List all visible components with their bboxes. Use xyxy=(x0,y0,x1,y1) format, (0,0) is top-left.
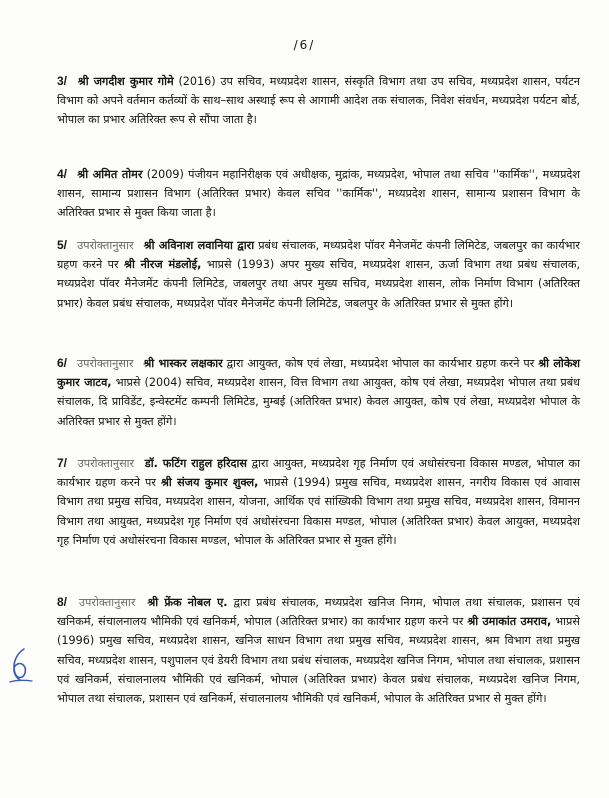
paragraph-number: 5/ xyxy=(57,238,68,252)
relieved-officer-name: श्री उमाकांत उमराव, xyxy=(467,615,552,629)
lead-word: उपरोक्तानुसार xyxy=(76,357,134,370)
paragraph-3 xyxy=(57,72,580,130)
paragraph-text: द्वारा आयुक्त, मध्यप्रदेश गृह निर्माण एवं अधोसंरचना विकास मण्डल, भोपाल का कार्यभार ग्रहण करने पर xyxy=(57,457,581,490)
initials-mark xyxy=(6,646,36,686)
officer-name: श्री जगदीश कुमार गोमे xyxy=(77,75,174,88)
officer-name: श्री भास्कर लक्षकार xyxy=(143,357,223,370)
officer-name: श्री फ्रेंक नोबल ए. xyxy=(147,596,228,609)
relieved-officer-name: श्री लोकेश कुमार जाटव, xyxy=(57,357,581,390)
officer-name: श्री अविनाश लवानिया द्वारा xyxy=(143,239,255,252)
paragraph-7 xyxy=(57,454,580,550)
relieved-officer-name: श्री नीरज मंडलोई, xyxy=(124,258,202,272)
paragraph-8 xyxy=(57,593,580,708)
paragraph-number: 4/ xyxy=(57,167,68,181)
paragraph-number: 6/ xyxy=(57,356,68,370)
paragraph-text-continued: भाप्रसे (2004) सचिव, मध्यप्रदेश शासन, वित्त विभाग तथा आयुक्त, कोष एवं लेखा, मध्यप्रदेश भोपाल तथा प्रबंध संचालक, दि प्राविडेंट, इन्वेस्टमेंट कम्पनी लिमिटेड, मुम्बई (अतिरिक्त प्रभार) केवल आयुक्त, कोष एवं लेखा, मध्यप्रदेश भोपाल के अतिरिक्त प्रभार से मुक्त होंगे। xyxy=(57,376,580,428)
paragraph-text: द्वारा आयुक्त, कोष एवं लेखा, मध्यप्रदेश भोपाल का कार्यभार ग्रहण करने पर xyxy=(226,357,535,370)
paragraph-text-continued: भाप्रसे (1994) प्रमुख सचिव, मध्यप्रदेश शासन, नगरीय विकास एवं आवास विभाग तथा प्रमुख सचिव, मध्यप्रदेश शासन, योजना, आर्थिक एवं सांख्यिकी विभाग तथा प्रमुख सचिव, मध्यप्रदेश शासन, विमानन विभाग तथा आयुक्त, मध्यप्रदेश गृह निर्माण एवं अधोसंरचना विकास मण्डल, भोपाल (अतिरिक्त प्रभार) केवल आयुक्त, मध्यप्रदेश गृह निर्माण एवं अधोसंरचना विकास मण्डल, भोपाल के अतिरिक्त प्रभार से मुक्त होंगे। xyxy=(57,476,581,547)
paragraph-number: 7/ xyxy=(57,456,68,470)
lead-word: उपरोक्तानुसार xyxy=(77,239,134,252)
paragraph-4 xyxy=(57,165,580,223)
relieved-officer-name: श्री संजय कुमार शुक्ल, xyxy=(160,476,259,490)
paragraph-5 xyxy=(57,236,580,313)
paragraph-number: 3/ xyxy=(57,74,68,88)
officer-name: डॉ. फटिंग राहुल हरिदास xyxy=(144,457,247,470)
page-number: /6/ xyxy=(293,38,316,52)
paragraph-text-continued: भाप्रसे (1996) प्रमुख सचिव, मध्यप्रदेश शासन, खनिज साधन विभाग तथा प्रमुख सचिव, मध्यप्रदेश शासन, श्रम विभाग तथा प्रमुख सचिव, मध्यप्रदेश शासन, पशुपालन एवं डेयरी विभाग तथा प्रबंध संचालक, मध्यप्रदेश खनिज निगम, भोपाल तथा संचालक, प्रशासन एवं खनिकर्म, संचालनालय भौमिकी एवं खनिकर्म, भोपाल (अतिरिक्त प्रभार) केवल प्रबंध संचालक, मध्यप्रदेश खनिज निगम, भोपाल तथा संचालक, प्रशासन एवं खनिकर्म, संचालनालय भौमिकी एवं खनिकर्म, भोपाल के अतिरिक्त प्रभार से मुक्त होंगे। xyxy=(57,615,580,706)
paragraph-number: 8/ xyxy=(57,595,68,609)
lead-word: उपरोक्तानुसार xyxy=(78,596,136,609)
officer-name: श्री अमित तोमर xyxy=(77,168,143,181)
lead-word: उपरोक्तानुसार xyxy=(77,457,135,470)
paragraph-text: प्रबंध संचालक, मध्यप्रदेश पॉवर मैनेजमेंट कंपनी लिमिटेड, जबलपुर का कार्यभार ग्रहण करने पर xyxy=(57,239,580,272)
paragraph-6 xyxy=(57,354,580,431)
paragraph-text: (2009) पंजीयन महानिरीक्षक एवं अधीक्षक, मुद्रांक, मध्यप्रदेश, भोपाल तथा सचिव ''कार्मिक'', मध्यप्रदेश शासन, सामान्य प्रशासन विभाग (अतिरिक्त प्रभार) केवल सचिव ''कार्मिक'', मध्यप्रदेश शासन, सामान्य प्रशासन विभाग के अतिरिक्त प्रभार से मुक्त किया जाता है। xyxy=(57,168,580,220)
paragraph-text: द्वारा प्रबंध संचालक, मध्यप्रदेश खनिज निगम, भोपाल तथा संचालक, प्रशासन एवं खनिकर्म, संचालनालय भौमिकी एवं खनिकर्म, भोपाल (अतिरिक्त प्रभार) का कार्यभार ग्रहण करने पर xyxy=(57,596,581,629)
paragraph-text-continued: भाप्रसे (1993) अपर मुख्य सचिव, मध्यप्रदेश शासन, ऊर्जा विभाग तथा प्रबंध संचालक, मध्यप्रदेश पॉवर मैनेजमेंट कंपनी लिमिटेड, जबलपुर तथा अपर मुख्य सचिव, मध्यप्रदेश शासन, लोक निर्माण विभाग (अतिरिक्त प्रभार) केवल प्रबंध संचालक, मध्यप्रदेश पॉवर मैनेजमेंट कंपनी लिमिटेड, जबलपुर के अतिरिक्त प्रभार से मुक्त होंगे। xyxy=(57,258,580,310)
paragraph-text: (2016) उप सचिव, मध्यप्रदेश शासन, संस्कृति विभाग तथा उप सचिव, मध्यप्रदेश शासन, पर्यटन विभाग को अपने वर्तमान कर्तव्यों के साथ–साथ अस्थाई रूप से आगामी आदेश तक संचालक, निवेश संवर्धन, मध्यप्रदेश पर्यटन बोर्ड, भोपाल का प्रभार अतिरिक्त रूप से सौंपा जाता है। xyxy=(57,75,580,127)
